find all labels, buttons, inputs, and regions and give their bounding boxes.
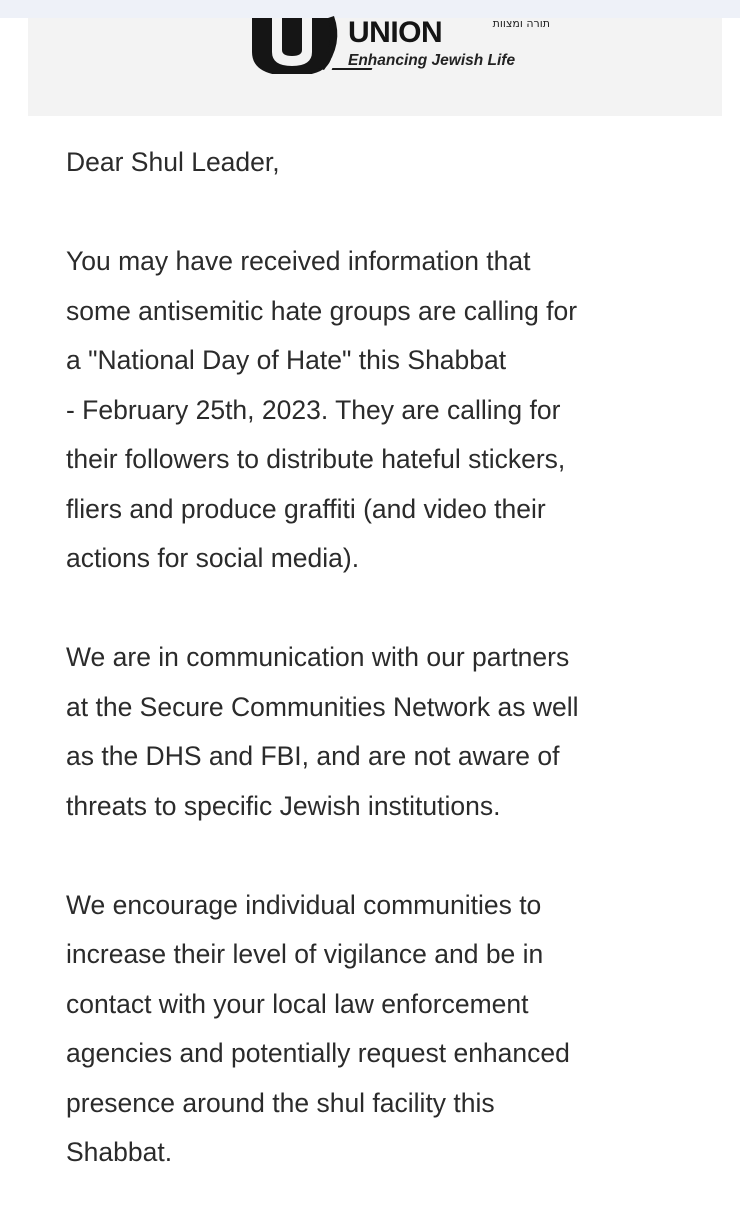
- email-header-banner: [28, 18, 722, 116]
- logo-hebrew-text: תורה ומצוות: [492, 17, 550, 30]
- letter-paragraph-2: We are in communication with our partners at the Secure Communities Network as well as the DHS and FBI, and are not aware of threats to specific Jewish institutions.: [66, 642, 579, 821]
- letter-paragraph-1: You may have received information that some antisemitic hate groups are calling for a "National Day of Hate" this Shabbat - February 25th, 2023. They are calling for their followers to distribute hateful stickers, fliers and produce graffiti (and video their actions for social media).: [66, 246, 578, 573]
- ou-logo: [248, 18, 568, 78]
- letter-body: [66, 138, 696, 1227]
- letter-greeting: Dear Shul Leader,: [66, 147, 280, 177]
- logo-tagline: Enhancing Jewish Life: [348, 52, 516, 69]
- logo-wordmark: UNION: [348, 16, 443, 49]
- ou-logo-icon: [248, 14, 344, 74]
- letter-paragraph-3: We encourage individual communities to increase their level of vigilance and be in contact with your local law enforcement agencies and potentially request enhanced presence around the shul facility this Shabbat.: [66, 889, 570, 1167]
